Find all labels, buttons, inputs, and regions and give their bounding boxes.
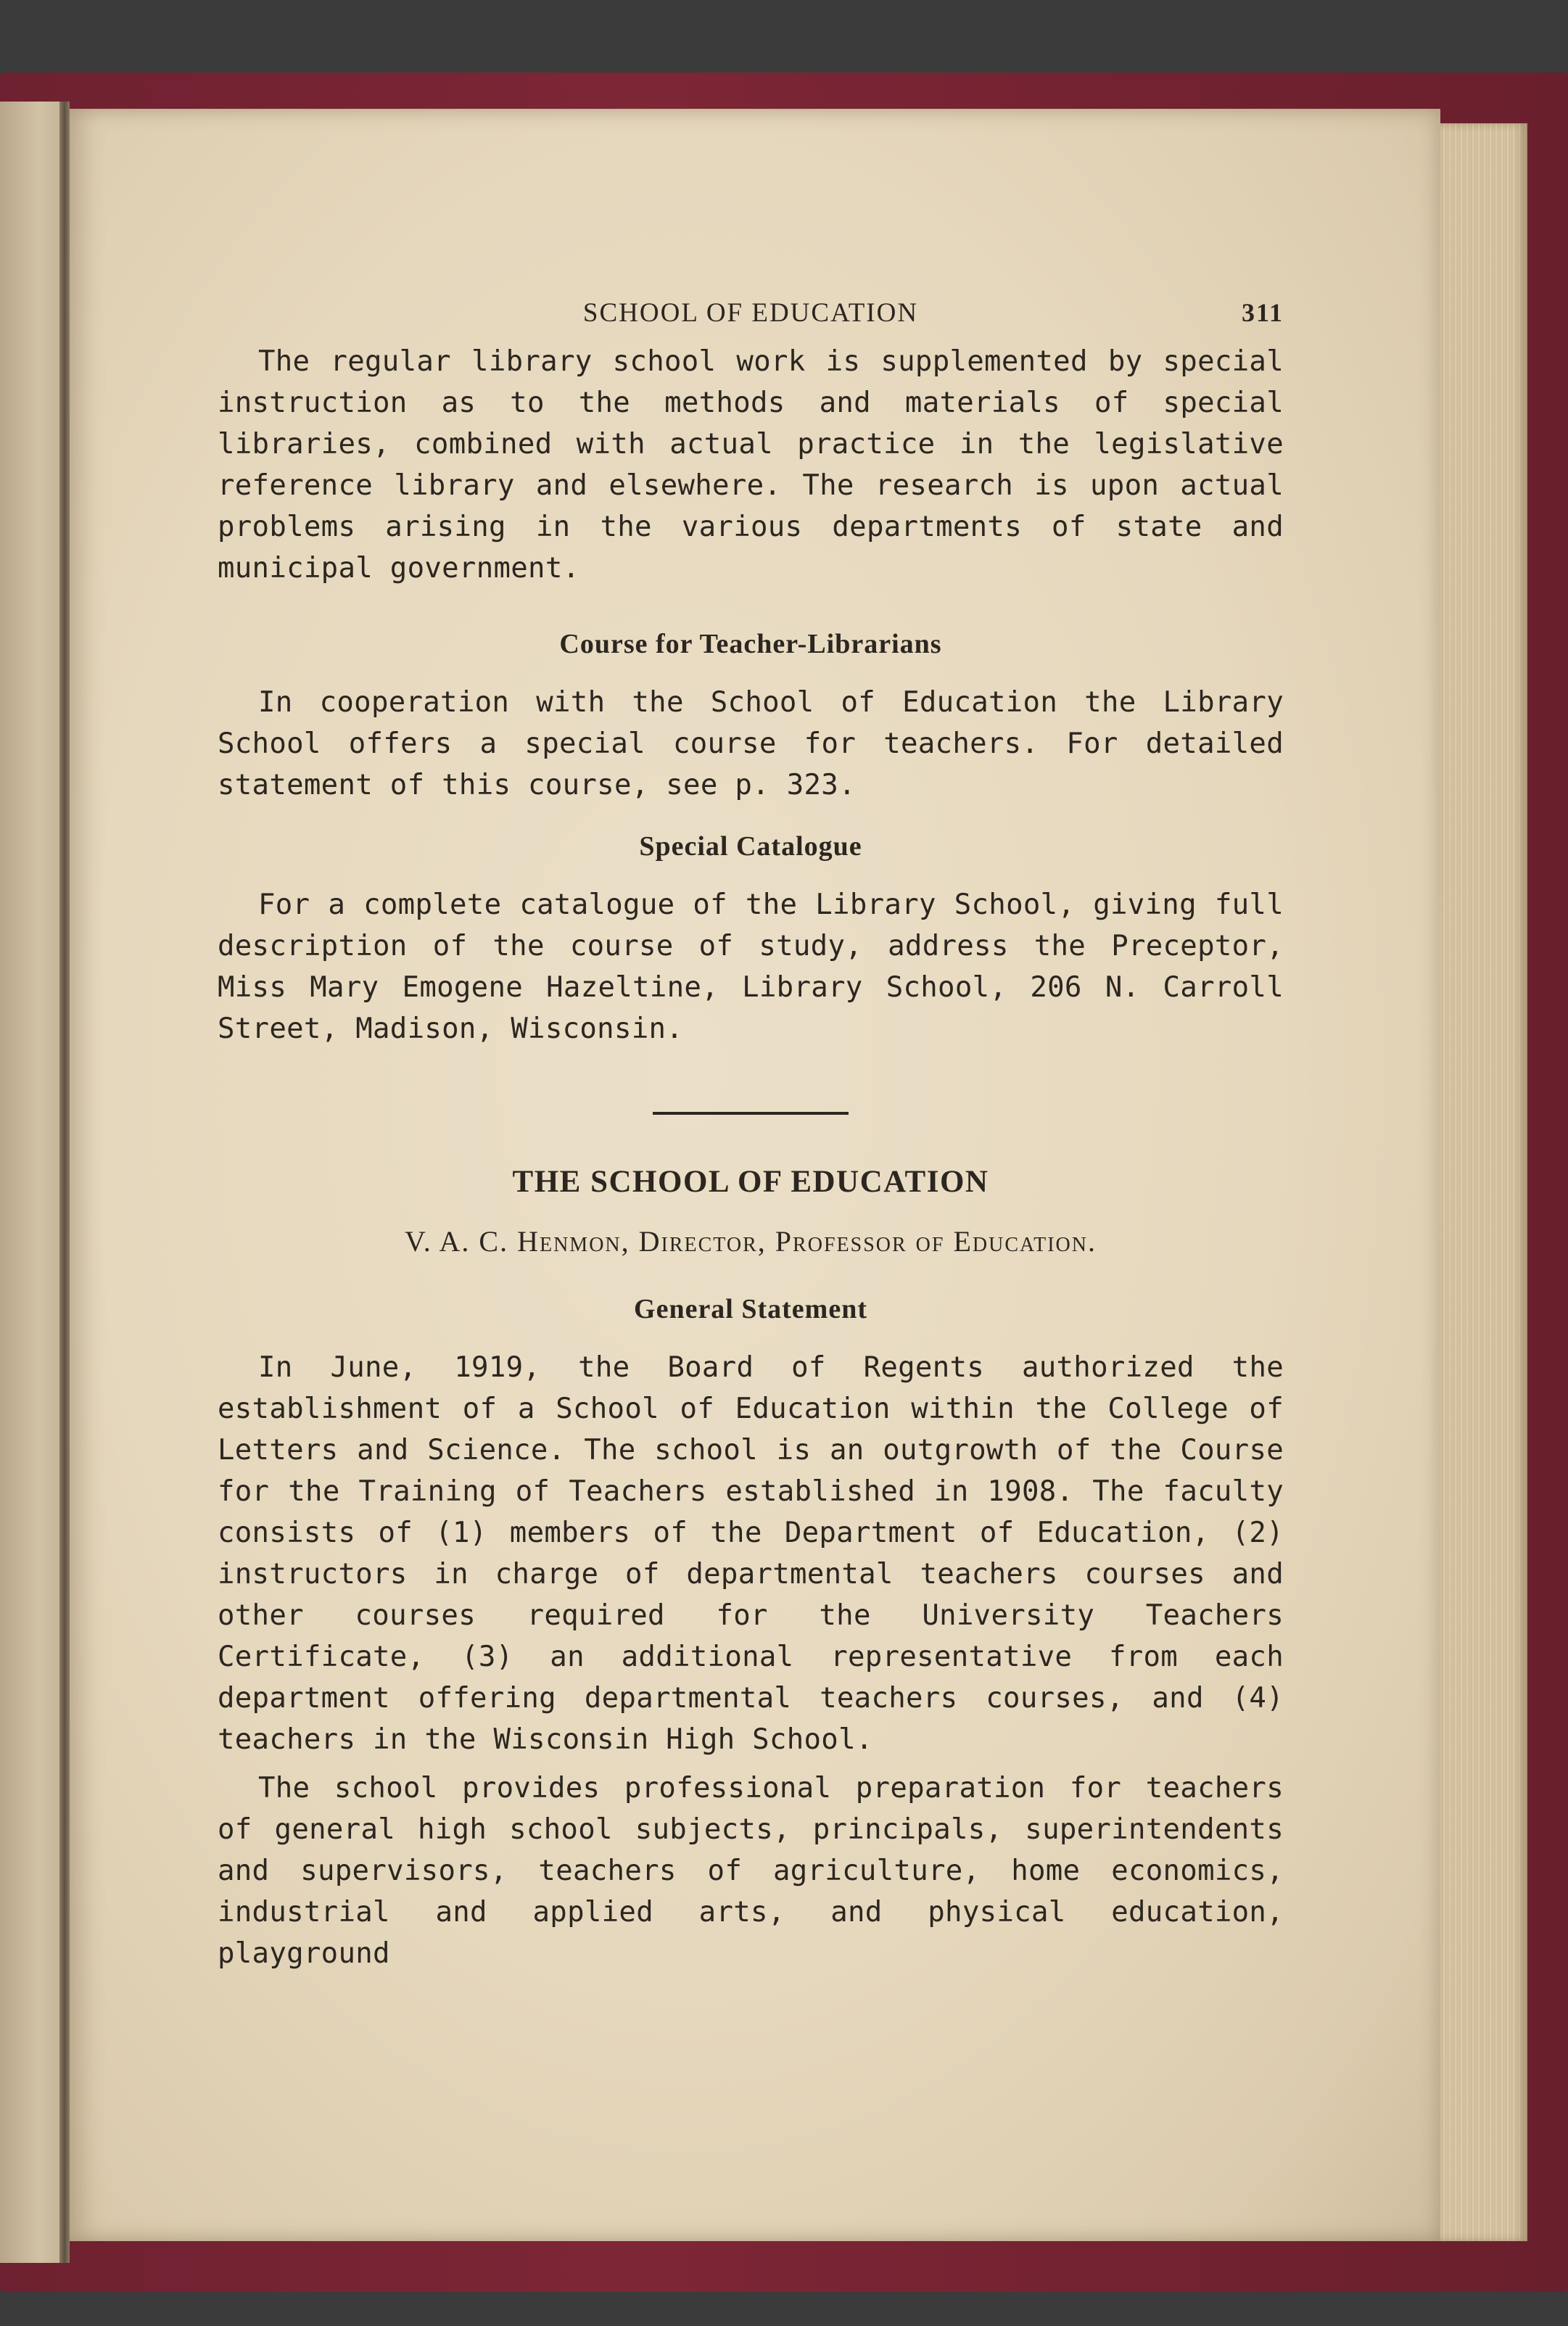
teacher-librarians-paragraph: In cooperation with the School of Education the Library School offers a special course for teachers. For detailed statement of this course, see p. 323. [218,686,1284,801]
special-catalogue-paragraph: For a complete catalogue of the Library School, giving full description of the course of study, address the Preceptor, Miss Mary Emogene Hazeltine, Library School, 206 N. Carroll Street, Madison, Wisconsin. [218,888,1284,1045]
general-statement-paragraph: In June, 1919, the Board of Regents authorized the establishment of a School of Education within the College of Letters and Science. The school is an outgrowth of the Course for the Training of Teachers established in 1908. The faculty consists of (1) members of the Department of Education, (2) instructors in charge of departmental teachers courses and other courses required for the University Teachers Certificate, (3) an additional representative from each department offering departmental teachers courses, and (4) teachers in the Wisconsin High School. [218,1351,1284,1756]
special-catalogue-heading: Special Catalogue [639,831,862,862]
professional-preparation-paragraph: The school provides professional preparation for teachers of general high school subjects, principals, superintendents and supervisors, teachers of agriculture, home economics, industrial and applied arts, and physical education, playground [218,1772,1284,1970]
page-content [218,297,1284,1974]
teacher-librarians-heading: Course for Teacher-Librarians [559,629,942,659]
book-gutter [59,102,70,2263]
library-school-paragraph: The regular library school work is supplemented by special instruction as to the methods and materials of special libraries, combined with actual practice in the legislative reference library and elsewhere. The research is upon actual problems arising in the various departments of state and municipal government. [218,345,1284,585]
page-stack-edges [1440,123,1527,2241]
running-head [218,297,1284,341]
general-statement-heading: General Statement [634,1294,867,1324]
section-title: THE SCHOOL OF EDUCATION [512,1165,989,1199]
running-head-title: SCHOOL OF EDUCATION [582,298,919,328]
page-number: 311 [1241,298,1284,327]
facing-page-edge [0,102,65,2263]
director-byline: V. A. C. Henmon, Director, Professor of Education. [405,1225,1097,1258]
section-divider [653,1112,849,1115]
